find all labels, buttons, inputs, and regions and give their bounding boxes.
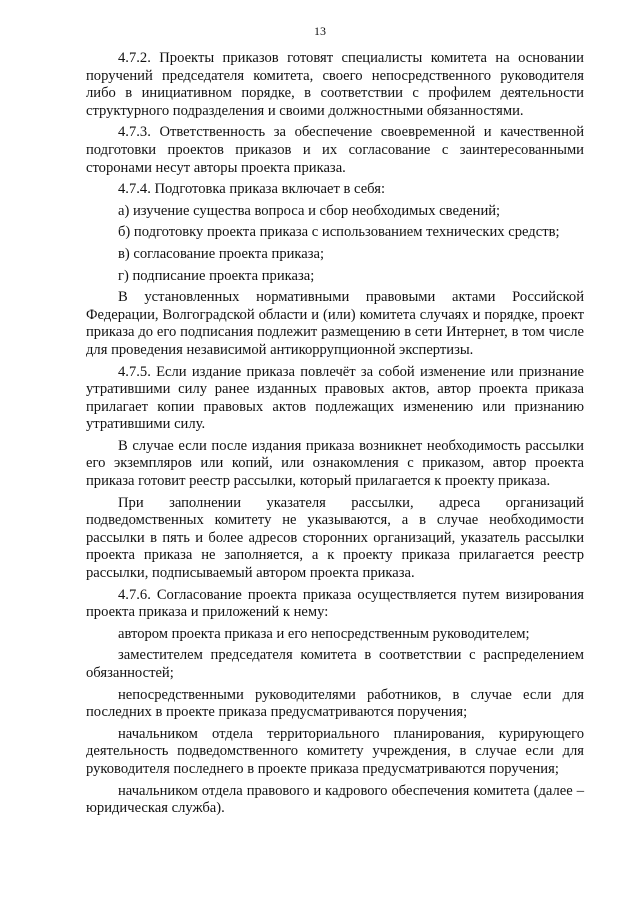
approver-author: автором проекта приказа и его непосредственным руководителем; xyxy=(118,625,530,642)
paragraph-4-7-2: 4.7.2. Проекты приказов готовят специалисты комитета на основании поручений председателя комитета, своего непосредственного руководителя либо в инициативном порядке, в соответствии с профилем деятельности структурного подразделения и своими должностными обязанностями. xyxy=(86,50,584,119)
approver-deputy-chair: заместителем председателя комитета в соответствии с распределением обязанностей; xyxy=(86,647,584,681)
document-body xyxy=(86,50,584,822)
paragraph-4-7-4: 4.7.4. Подготовка приказа включает в себя: xyxy=(118,181,386,198)
list-item-v: в) согласование проекта приказа; xyxy=(118,245,325,262)
approver-territorial-planning: начальником отдела территориального планирования, курирующего деятельность подведомственного комитету учреждения, в случае если для руководителя последнего в проекте приказа предусматриваются поручения; xyxy=(86,725,584,777)
paragraph-distribution: В случае если после издания приказа возникнет необходимость рассылки его экземпляров или копий, или ознакомления с приказом, автор проекта приказа готовит реестр рассылки, который прилагается к проекту приказа. xyxy=(86,437,584,490)
list-item-g: г) подписание проекта приказа; xyxy=(118,267,315,284)
paragraph-4-7-3: 4.7.3. Ответственность за обеспечение своевременной и качественной подготовки проектов приказов и их согласование с заинтересованными сторонами несут авторы проекта приказа. xyxy=(86,124,584,176)
list-item-b: б) подготовку проекта приказа с использованием технических средств; xyxy=(118,224,560,241)
list-item-a: а) изучение существа вопроса и сбор необходимых сведений; xyxy=(118,202,501,219)
paragraph-4-7-6: 4.7.6. Согласование проекта приказа осуществляется путем визирования проекта приказа и приложений к нему: xyxy=(86,586,584,621)
paragraph-4-7-5: 4.7.5. Если издание приказа повлечёт за собой изменение или признание утратившими силу ранее изданных правовых актов, автор проекта приказа прилагает копии правовых актов подлежащих изменению или признанию утратившими силу. xyxy=(86,363,584,433)
page-number: 13 xyxy=(314,24,326,38)
approver-direct-managers: непосредственными руководителями работников, в случае если для последних в проекте приказа предусматриваются поручения; xyxy=(86,686,584,721)
paragraph-distribution-index: При заполнении указателя рассылки, адреса организаций подведомственных комитету не указываются, а в случае необходимости рассылки в пять и более адресов сторонних организаций, указатель рассылки проекта приказа не заполняется, а к проекту приказа прилагается реестр рассылки, подписываемый автором проекта приказа. xyxy=(86,494,584,582)
paragraph-internet-publication: В установленных нормативными правовыми актами Российской Федерации, Волгоградской области и (или) комитета случаях и порядке, проект приказа до его подписания подлежит размещению в сети Интернет, в том числе для проведения независимой антикоррупционной экспертизы. xyxy=(86,289,584,358)
approver-legal-service: начальником отдела правового и кадрового обеспечения комитета (далее – юридическая служба). xyxy=(86,782,584,817)
